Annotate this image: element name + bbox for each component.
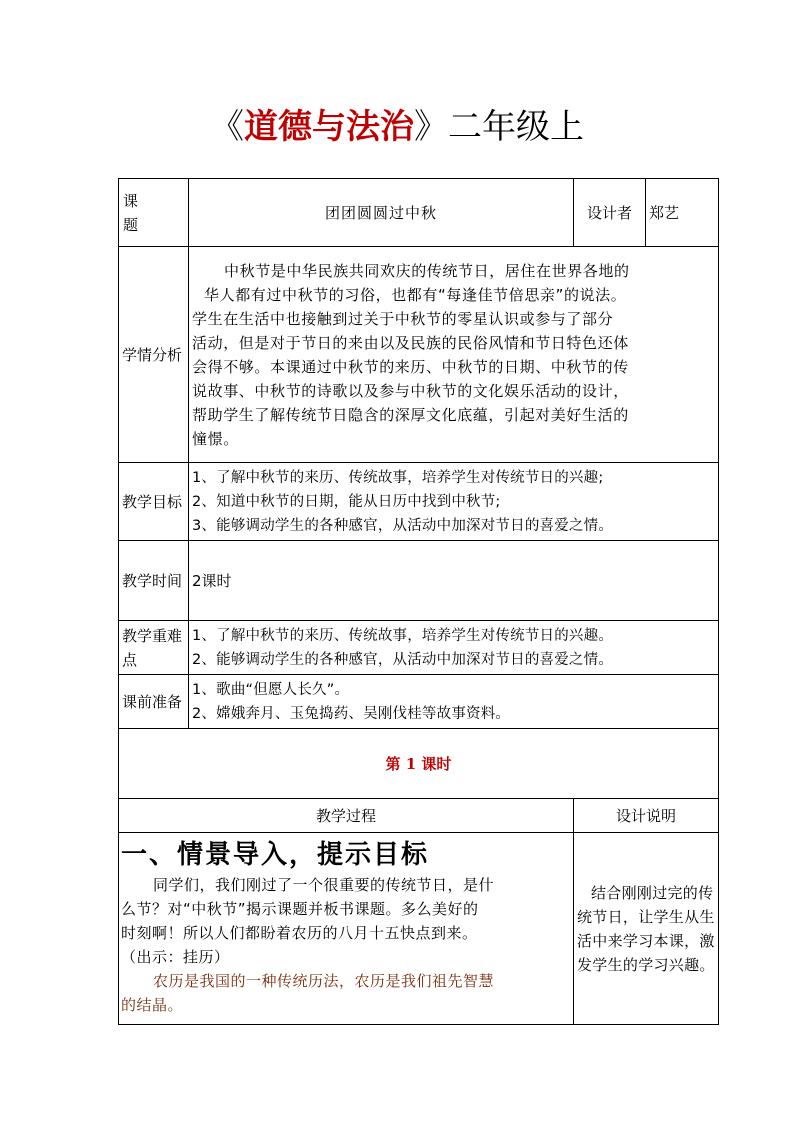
analysis-line: 华人都有过中秋节的习俗，也都有“每逢佳节倍思亲”的说法。 <box>204 285 627 304</box>
process-header: 教学过程 <box>119 799 574 833</box>
note-line: 统节日，让学生从生 <box>577 907 715 926</box>
process-row <box>119 833 719 1025</box>
title-grade: 二年级上 <box>448 107 584 147</box>
key-points-label: 教学重难点 <box>119 621 189 675</box>
analysis-line: 会得不够。本课通过中秋节的来历、中秋节的日期、中秋节的传 <box>192 357 629 376</box>
time-label: 教学时间 <box>119 541 189 621</box>
process-line: 时刻啊！所以人们都盼着农历的八月十五快点到来。 <box>121 924 478 942</box>
goals-row <box>119 463 719 541</box>
process-header-row <box>119 799 719 833</box>
title-subject: 道德与法治 <box>244 107 414 147</box>
topic-row <box>119 179 719 247</box>
analysis-line: 帮助学生了解传统节日隐含的深厚文化底蕴，引起对美好生活的 <box>192 405 629 424</box>
section-heading: 一、情景导入，提示目标 <box>121 840 430 870</box>
prep-row <box>119 675 719 729</box>
topic-label: 课 题 <box>119 179 189 247</box>
analysis-row <box>119 247 719 463</box>
key-point-item: 1、了解中秋节的来历、传统故事，培养学生对传统节日的兴趣。 <box>192 627 614 644</box>
calendar-line: 农历是我国的一种传统历法，农历是我们祖先智慧 <box>153 972 495 990</box>
analysis-line: 中秋节是中华民族共同欢庆的传统节日，居住在世界各地的 <box>224 261 630 280</box>
key-points-row <box>119 621 719 675</box>
title-open-bracket: 《 <box>210 107 244 147</box>
design-notes <box>574 833 719 1025</box>
prep-text <box>189 675 719 729</box>
goal-item: 2、知道中秋节的日期，能从日历中找到中秋节; <box>192 493 501 510</box>
calendar-line: 的结晶。 <box>121 996 184 1014</box>
analysis-line: 憧憬。 <box>192 429 239 448</box>
period-row <box>119 729 719 799</box>
time-row <box>119 541 719 621</box>
goals-label: 教学目标 <box>119 463 189 541</box>
note-line: 结合刚刚过完的传 <box>591 883 714 902</box>
process-line: 同学们，我们刚过了一个很重要的传统节日，是什 <box>153 876 495 894</box>
period-title: 第 1 课时 <box>119 729 719 799</box>
title-close-bracket: 》 <box>414 107 448 147</box>
prep-item: 1、歌曲“但愿人长久”。 <box>192 681 350 698</box>
prep-item: 2、嫦娥奔月、玉兔捣药、吴刚伐桂等故事资料。 <box>192 705 511 722</box>
process-line: （出示：挂历） <box>121 948 230 966</box>
designer-label: 设计者 <box>574 179 646 247</box>
process-content <box>119 833 574 1025</box>
analysis-line: 说故事、中秋节的诗歌以及参与中秋节的文化娱乐活动的设计， <box>192 381 629 400</box>
analysis-text <box>189 247 719 463</box>
note-line: 发学生的学习兴趣。 <box>577 955 715 974</box>
goal-item: 3、能够调动学生的各种感官，从活动中加深对节日的喜爱之情。 <box>192 517 614 534</box>
key-points-text <box>189 621 719 675</box>
document-title <box>0 104 794 150</box>
topic-title: 团团圆圆过中秋 <box>189 179 574 247</box>
goal-item: 1、了解中秋节的来历、传统故事，培养学生对传统节日的兴趣; <box>192 469 604 486</box>
analysis-line: 活动，但是对于节日的来由以及民族的民俗风情和节日特色还体 <box>192 333 629 352</box>
notes-header: 设计说明 <box>574 799 719 833</box>
prep-label: 课前准备 <box>119 675 189 729</box>
lesson-plan-table <box>118 178 719 1025</box>
designer-name: 郑艺 <box>646 179 719 247</box>
process-text <box>121 873 571 1017</box>
process-line: 么节？对“中秋节”揭示课题并板书课题。多么美好的 <box>121 900 479 918</box>
goals-text <box>189 463 719 541</box>
time-value: 2课时 <box>189 541 719 621</box>
note-line: 活中来学习本课，激 <box>577 931 715 950</box>
analysis-label: 学情分析 <box>119 247 189 463</box>
key-point-item: 2、能够调动学生的各种感官，从活动中加深对节日的喜爱之情。 <box>192 651 614 668</box>
analysis-line: 学生在生活中也接触到过关于中秋节的零星认识或参与了部分 <box>192 309 614 328</box>
